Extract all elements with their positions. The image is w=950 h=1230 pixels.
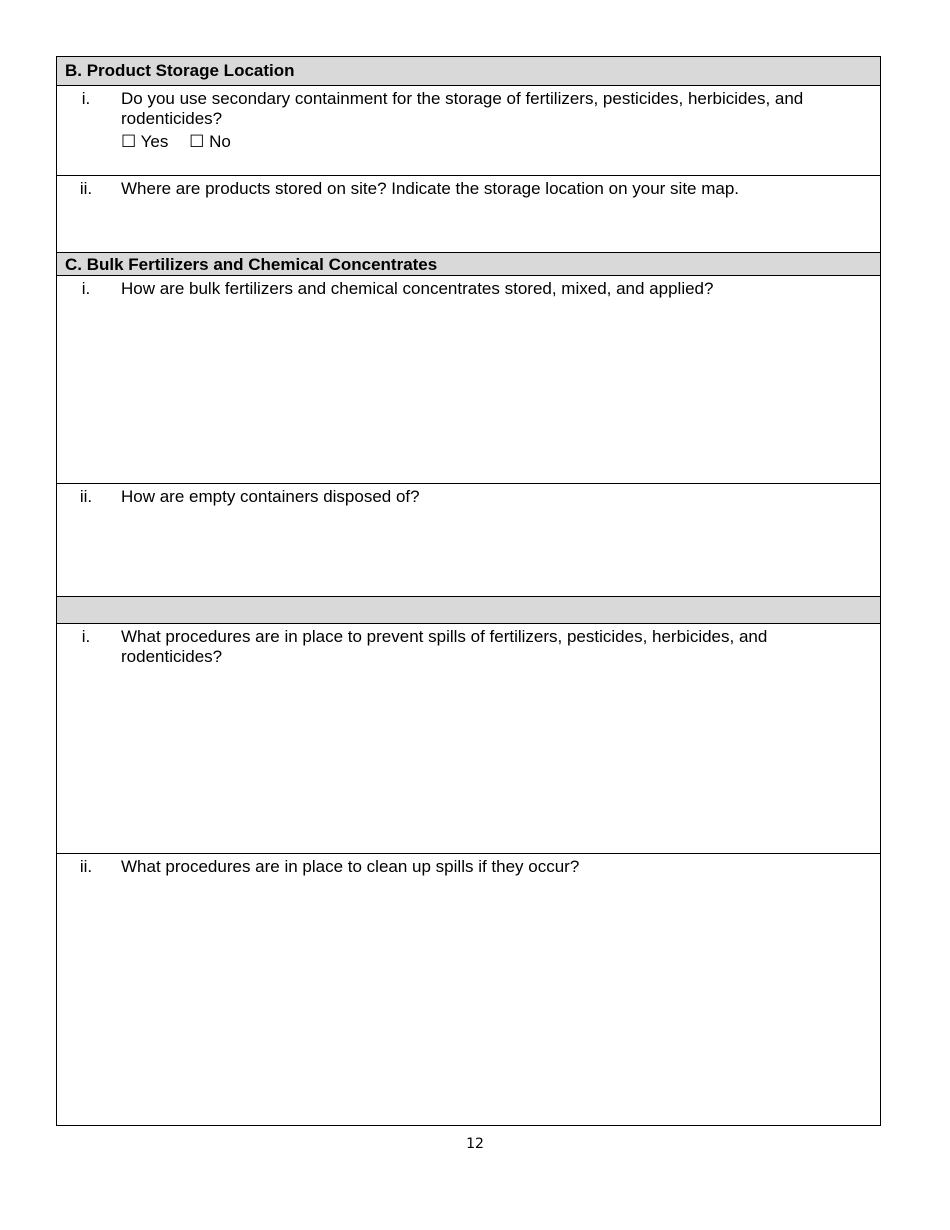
no-checkbox[interactable]: ☐ No: [189, 132, 231, 151]
question-numeral: ii.: [79, 179, 93, 198]
section-c-question-2-row: [57, 484, 881, 597]
section-d-header-row: [57, 597, 881, 624]
section-d-header: [57, 597, 881, 624]
section-b-question-1[interactable]: [57, 86, 881, 176]
question-text: Where are products stored on site? Indicate the storage location on your site map.: [121, 179, 740, 198]
section-d-question-2-row: [57, 854, 881, 1126]
section-c-header-row: [57, 253, 881, 276]
section-b-header-row: [57, 57, 881, 86]
question-text: What procedures are in place to clean up spills if they occur?: [121, 857, 580, 876]
question-numeral: i.: [81, 279, 91, 298]
question-text: Do you use secondary containment for the storage of fertilizers, pesticides, herbicides, and rodenticides?: [121, 89, 804, 128]
question-text: How are bulk fertilizers and chemical concentrates stored, mixed, and applied?: [121, 279, 714, 298]
question-numeral: ii.: [79, 487, 93, 506]
page-number: 12: [466, 1136, 484, 1152]
section-b-question-2-row: [57, 176, 881, 253]
question-text: What procedures are in place to prevent spills of fertilizers, pesticides, herbicides, and rodenticides?: [121, 627, 768, 666]
question-numeral: i.: [81, 89, 91, 108]
section-b-question-1-row: [57, 86, 881, 176]
yes-checkbox[interactable]: ☐ Yes: [121, 132, 169, 151]
section-c-question-1-row: [57, 276, 881, 484]
section-d-question-2[interactable]: [57, 854, 881, 1126]
section-c-question-2[interactable]: [57, 484, 881, 597]
yes-no-options: [121, 132, 872, 152]
section-b-question-2[interactable]: [57, 176, 881, 253]
question-numeral: i.: [81, 627, 91, 646]
section-d-question-1-row: [57, 624, 881, 854]
section-c-question-1[interactable]: [57, 276, 881, 484]
section-c-header: C. Bulk Fertilizers and Chemical Concentrates: [57, 253, 881, 276]
form-table: [56, 56, 881, 1126]
section-b-header: B. Product Storage Location: [57, 57, 881, 86]
question-numeral: ii.: [79, 857, 93, 876]
question-text: How are empty containers disposed of?: [121, 487, 420, 506]
section-d-question-1[interactable]: [57, 624, 881, 854]
